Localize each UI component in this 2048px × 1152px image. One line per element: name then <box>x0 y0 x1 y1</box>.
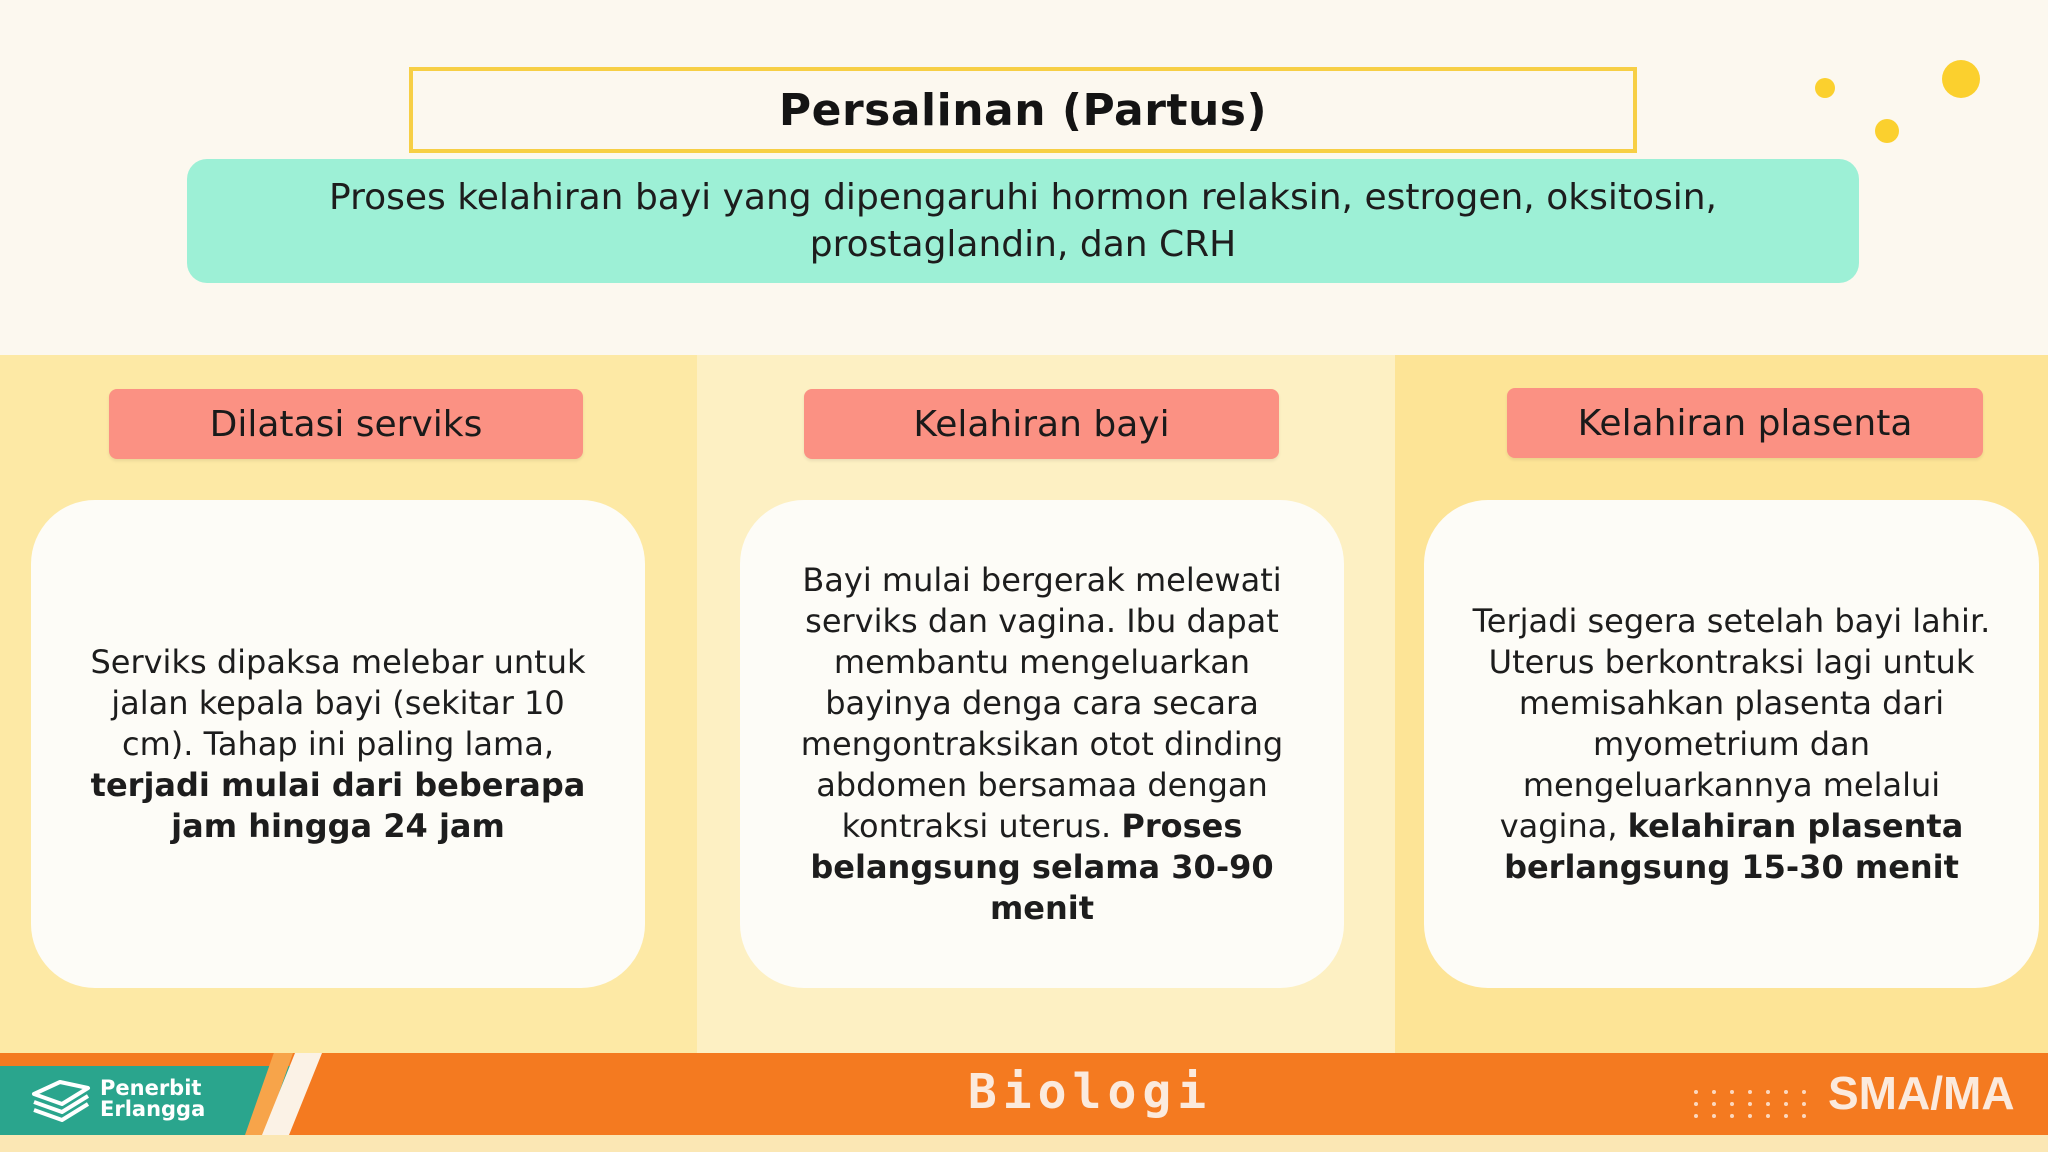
book-stack-icon <box>30 1080 92 1124</box>
title-box <box>409 67 1637 153</box>
page-title: Persalinan (Partus) <box>778 84 1268 136</box>
stage-label-kelahiran-plasenta: Kelahiran plasenta <box>1507 388 1983 458</box>
stage-card-kelahiran-plasenta <box>1424 500 2039 988</box>
publisher-line-2: Erlangga <box>100 1097 206 1121</box>
decor-dot-medium <box>1875 119 1899 143</box>
footer-bottom-band <box>0 1135 2048 1152</box>
stage-label-dilatasi: Dilatasi serviks <box>109 389 583 459</box>
stage-description <box>780 560 1304 929</box>
stage-duration-text: Proses belangsung selama 30-90 menit <box>810 806 1274 927</box>
stage-description-text: Bayi mulai bergerak melewati serviks dan vagina. Ibu dapat membantu mengeluarkan bayinya denga cara secara mengontraksikan otot dinding abdomen bersamaa dengan kontraksi uterus. <box>800 560 1284 845</box>
stage-description-text: Serviks dipaksa melebar untuk jalan kepala bayi (sekitar 10 cm). Tahap ini paling lama, <box>90 642 586 763</box>
stage-description <box>71 642 605 847</box>
stage-card-kelahiran-bayi <box>740 500 1344 988</box>
stage-card-dilatasi <box>31 500 645 988</box>
level-label: SMA/MA <box>1828 1067 2015 1119</box>
stage-description-text: Terjadi segera setelah bayi lahir. Uterus berkontraksi lagi untuk memisahkan plasenta dari myometrium dan mengeluarkannya melalui vagina, <box>1472 601 1991 845</box>
stage-duration-text: kelahiran plasenta berlangsung 15-30 menit <box>1504 806 1964 886</box>
stage-label-kelahiran-bayi: Kelahiran bayi <box>804 389 1279 459</box>
subtitle-text: Proses kelahiran bayi yang dipengaruhi hormon relaksin, estrogen, oksitosin, prostaglandin, dan CRH <box>329 177 1717 265</box>
subtitle-box <box>187 159 1859 283</box>
stage-duration-text: terjadi mulai dari beberapa jam hingga 24 jam <box>90 765 586 845</box>
decor-dot-large <box>1942 60 1980 98</box>
decor-dot-small <box>1815 78 1835 98</box>
publisher-line-1: Penerbit <box>100 1076 202 1100</box>
dotted-pattern <box>1690 1086 1825 1122</box>
publisher-logo-text <box>100 1078 230 1120</box>
stage-description <box>1464 601 1999 888</box>
subject-label: Biologi <box>967 1064 1213 1120</box>
